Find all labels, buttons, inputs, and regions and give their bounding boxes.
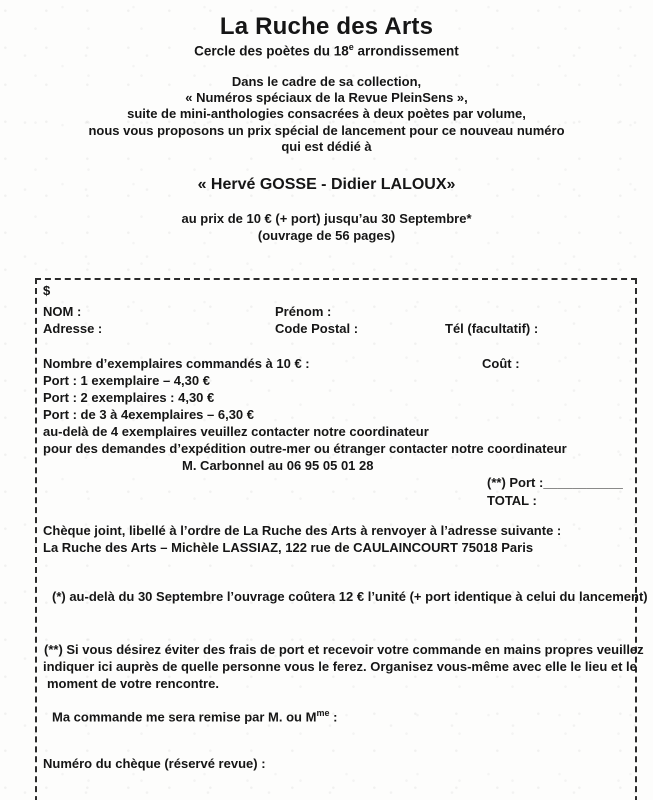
port-total-label: (**) Port :___________ (487, 475, 623, 490)
return-address-line: La Ruche des Arts – Michèle LASSIAZ, 122 rue de CAULAINCOURT 75018 Paris (43, 540, 534, 555)
intro-line: qui est dédié à (281, 138, 372, 154)
handover-text: Ma commande me sera remise par M. ou M (52, 709, 317, 725)
field-label-code-postal: Code Postal : (275, 321, 359, 336)
coordinator-contact: M. Carbonnel au 06 95 05 01 28 (182, 458, 374, 473)
intro-line: nous vous proposons un prix spécial de lancement pour ce nouveau numéro (88, 122, 565, 138)
field-label-prenom: Prénom : (275, 304, 332, 319)
handover-field-label (52, 708, 337, 724)
footnote-price-after-deadline: (*) au-delà du 30 Septembre l’ouvrage coûtera 12 € l’unité (+ port identique à celui du lancement) (52, 589, 648, 604)
footnote-hand-delivery-line: moment de votre rencontre. (47, 676, 219, 691)
order-form-box (35, 278, 648, 800)
cut-here-marker-icon: $ (43, 283, 51, 298)
handover-superscript: me (316, 708, 330, 718)
port-line: Port : 1 exemplaire – 4,30 € (43, 373, 210, 388)
port-line: Port : de 3 à 4exemplaires – 6,30 € (43, 407, 255, 422)
field-label-nom: NOM : (43, 304, 82, 319)
footnote-hand-delivery-line: (**) Si vous désirez éviter des frais de port et recevoir votre commande en mains propres veuillez (44, 642, 644, 657)
dedication-title: « Hervé GOSSE - Didier LALOUX» (197, 176, 456, 193)
intro-line: Dans le cadre de sa collection, (231, 74, 422, 89)
cheque-instruction-line: Chèque joint, libellé à l’ordre de La Ruche des Arts à renvoyer à l’adresse suivante : (43, 523, 562, 538)
port-line: Port : 2 exemplaires : 4,30 € (43, 390, 215, 405)
field-label-cout: Coût : (482, 356, 520, 371)
handover-text-suffix: : (329, 709, 338, 725)
pages-line: (ouvrage de 56 pages) (257, 228, 396, 243)
subtitle-text-suffix: arrondissement (353, 43, 459, 59)
price-line: au prix de 10 € (+ port) jusqu’au 30 Septembre* (181, 211, 472, 226)
footnote-hand-delivery-line: indiquer ici auprès de quelle personne vous le ferez. Organisez vous-même avec elle le lieu et le (43, 659, 637, 674)
intro-block (0, 74, 653, 155)
field-label-adresse: Adresse : (43, 321, 103, 336)
port-line: au-delà de 4 exemplaires veuillez contacter notre coordinateur (43, 424, 429, 439)
cheque-number-field-label: Numéro du chèque (réservé revue) : (43, 756, 266, 771)
intro-line: « Numéros spéciaux de la Revue PleinSens », (185, 90, 468, 106)
total-label: TOTAL : (487, 493, 537, 508)
field-label-quantity: Nombre d’exemplaires commandés à 10 € : (43, 356, 310, 371)
page-subtitle (0, 42, 653, 59)
subtitle-text: Cercle des poètes du 18 (194, 43, 349, 59)
page-title: La Ruche des Arts (219, 13, 434, 40)
port-line: pour des demandes d’expédition outre-mer ou étranger contacter notre coordinateur (43, 441, 567, 456)
field-label-tel: Tél (facultatif) : (445, 321, 539, 336)
subtitle-superscript: e (348, 42, 354, 52)
intro-line: suite de mini-anthologies consacrées à deux poètes par volume, (127, 106, 526, 122)
